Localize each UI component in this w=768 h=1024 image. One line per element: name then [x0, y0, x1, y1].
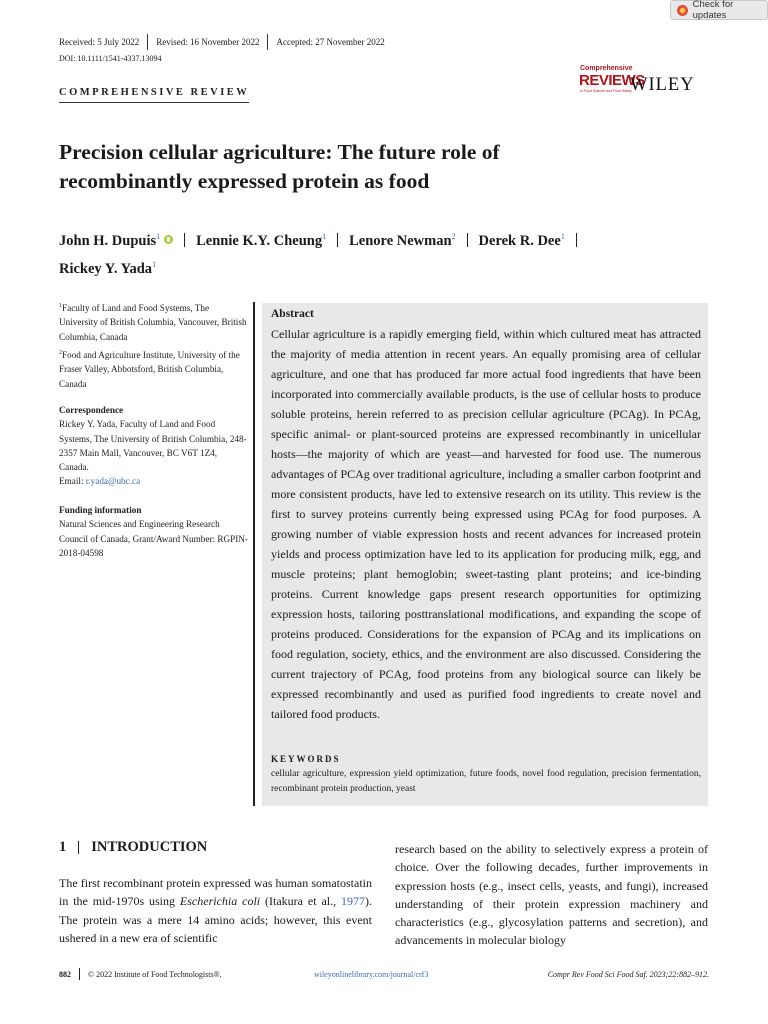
author-name[interactable]: Lennie K.Y. Cheung: [196, 232, 323, 249]
copyright: © 2022 Institute of Food Technologists®.: [88, 969, 222, 979]
divider: [78, 841, 79, 854]
divider: [79, 968, 80, 980]
revised-date: Revised: 16 November 2022: [156, 37, 260, 47]
keywords-heading: KEYWORDS: [271, 754, 341, 764]
section-title: INTRODUCTION: [91, 839, 208, 855]
abstract-heading: Abstract: [271, 308, 314, 320]
orcid-icon[interactable]: [164, 235, 173, 244]
author-name[interactable]: Lenore Newman: [349, 232, 452, 249]
email-label: Email:: [59, 476, 86, 487]
email-line: [59, 474, 249, 488]
title-line: Precision cellular agriculture: The future role of: [59, 140, 500, 164]
correspondence-heading: Correspondence: [59, 405, 124, 415]
doi: DOI: 10.1111/1541-4337.13094: [59, 54, 162, 63]
correspondence-text: Rickey Y. Yada, Faculty of Land and Food Systems, The University of British Columbia, 248-2357 Main Mall, Vancouver, BC V6T 1Z4, Canada.: [59, 419, 247, 473]
received-date: Received: 5 July 2022: [59, 37, 140, 47]
affiliation-text: Faculty of Land and Food Systems, The University of British Columbia, Vancouver, British Columbia, Canada: [59, 303, 247, 342]
species-name: Escherichia coli: [179, 894, 261, 909]
keywords-text: cellular agriculture, expression yield optimization, future foods, novel food regulation, precision fermentation, recombinant protein production, yeast: [271, 769, 701, 794]
divider: [337, 233, 338, 247]
author-name[interactable]: John H. Dupuis: [59, 232, 157, 249]
page-footer: [59, 968, 709, 980]
dates-row: [59, 34, 385, 50]
section-number: 1: [59, 839, 67, 855]
author-affiliation-mark: 2: [451, 232, 456, 241]
check-for-updates-button[interactable]: [670, 0, 768, 20]
logo-journal-small: Comprehensive: [580, 65, 633, 72]
citation-link[interactable]: 1977: [341, 894, 366, 909]
author-affiliation-mark: 1: [156, 232, 161, 241]
abstract-text: Cellular agriculture is a rapidly emerging field, within which cultured meat has attracted the majority of media attention in recent years. An equally promising area of cellular agriculture, and one that has produced far more actual food ingredients that have been incorporated into commercially available products, is the use of cellular hosts to produce soluble proteins, herein referred to as precision cellular agriculture (PCAg). In PCAg, specific animal- or plant-sourced proteins are expressed recombinantly in unicellular hosts—the majority of which are yeast—and harvested for food use. The numerous advantages of PCAg over traditional agriculture, including a smaller carbon footprint and more consistent products, have led to extensive research on its utility. This review is the first to survey proteins currently being expressed using PCAg for food purposes. A growing number of viable expression hosts and recent advances for increased protein yields and process optimization have led to its application for producing milk, egg, and muscle proteins; plant hemoglobin; sweet-tasting plant proteins; and ice-binding proteins. Current knowledge gaps present research opportunities for optimizing expression hosts, tailoring posttranslational modifications, and expanding the scope of proteins produced. Considerations for the expansion of PCAg and its implications on food regulation, society, ethics, and the environment are also discussed. Considering the current trajectory of PCAg, food proteins from any biological source can likely be expressed recombinantly and used as purified food ingredients to create novel and tailored food products.: [271, 327, 701, 721]
affiliation-1: [59, 299, 249, 344]
divider: [467, 233, 468, 247]
author-affiliation-mark: 1: [322, 232, 327, 241]
email-link[interactable]: r.yada@ubc.ca: [85, 476, 141, 487]
body-text: The first recombinant protein expressed was human somatostatin in the mid-1970s using: [59, 876, 372, 909]
body-text-left-column: [59, 874, 372, 947]
affiliation-mark: 1: [59, 303, 62, 309]
affiliation-2: [59, 346, 249, 391]
article-category: COMPREHENSIVE REVIEW: [59, 87, 249, 103]
body-text: ). The protein was a mere 14 amino acids; however, this event ushered in a new era of scientific: [59, 894, 373, 945]
journal-citation: Compr Rev Food Sci Food Saf. 2023;22:882–912.: [547, 969, 709, 979]
page-number: 882: [59, 969, 71, 979]
correspondence: [59, 403, 249, 489]
funding-heading: Funding information: [59, 505, 142, 515]
author-name[interactable]: Derek R. Dee: [478, 232, 561, 249]
funding-text: Natural Sciences and Engineering Research Council of Canada, Grant/Award Number: RGPIN-2018-04598: [59, 519, 248, 558]
funding-information: [59, 503, 249, 560]
check-updates-label: Check for updates: [692, 0, 734, 21]
column-divider: [253, 302, 255, 806]
body-text: (Itakura et al.,: [260, 894, 342, 909]
crossmark-icon: [677, 5, 688, 16]
accepted-date: Accepted: 27 November 2022: [276, 37, 385, 47]
author-list: [59, 225, 719, 281]
affiliation-mark: 2: [59, 350, 62, 356]
logo-journal-tiny: in Food Science and Food Safety: [580, 89, 632, 93]
author-affiliation-mark: 1: [560, 232, 565, 241]
divider: [184, 233, 185, 247]
article-title: [59, 138, 659, 196]
affiliation-text: Food and Agriculture Institute, University of the Fraser Valley, Abbotsford, British Columbia, Canada: [59, 350, 240, 389]
divider: [147, 34, 148, 50]
journal-logo: [578, 63, 708, 99]
journal-url-link[interactable]: wileyonlinelibrary.com/journal/crf3: [314, 969, 429, 979]
body-text-right-column: research based on the ability to selectively express a protein of choice. Over the following decades, further improvements in expression hosts (e.g., insect cells, yeasts, and fungi), increased understanding of their protein expression machinery and characteristics (e.g., glycosylation patterns and secretion), and advancements in molecular biology: [395, 842, 708, 948]
author-name[interactable]: Rickey Y. Yada: [59, 260, 153, 277]
author-affiliation-mark: 1: [152, 259, 157, 269]
section-heading-introduction: [59, 839, 207, 856]
title-line: recombinantly expressed protein as food: [59, 169, 430, 193]
publisher-logo: WILEY: [630, 75, 695, 95]
divider: [267, 34, 268, 50]
logo-journal-big: REVIEWS: [579, 72, 645, 89]
divider: [576, 233, 577, 247]
